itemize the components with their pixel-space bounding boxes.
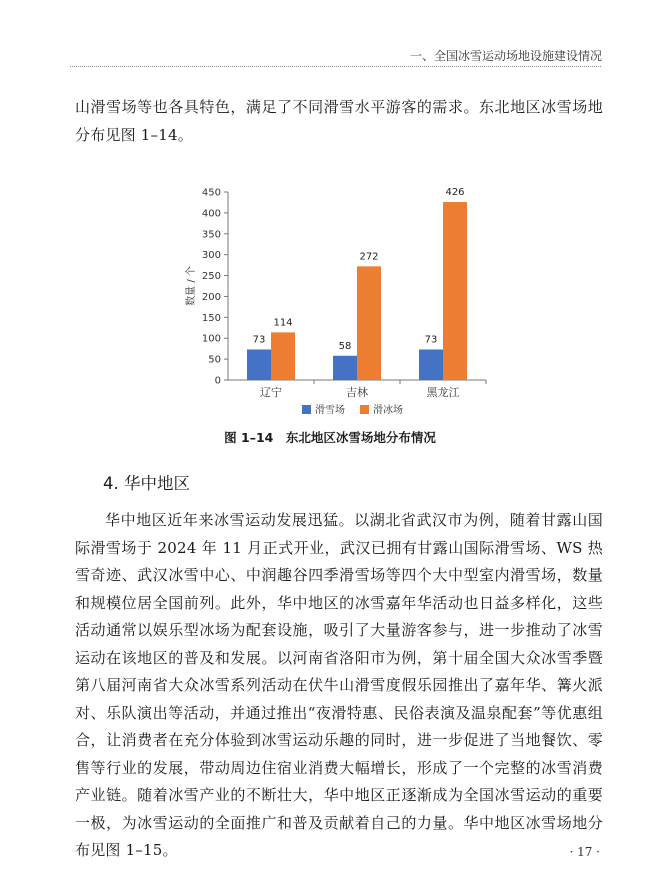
x-tick-label: 黑龙江	[426, 386, 460, 399]
y-tick-label: 300	[201, 250, 221, 262]
bar-chart-svg	[180, 180, 500, 430]
legend-swatch	[360, 405, 369, 414]
chart-legend	[302, 403, 403, 416]
section-heading: 4. 华中地区	[103, 474, 190, 493]
data-label: 73	[252, 334, 266, 346]
y-axis-title: 数量 / 个	[186, 266, 197, 306]
bar-ski-1	[333, 356, 357, 380]
data-label: 58	[338, 340, 352, 352]
y-tick-label: 450	[201, 187, 221, 199]
y-tick-label: 350	[201, 229, 221, 241]
body-paragraph-2: 华中地区近年来冰雪运动发展迅猛。以湖北省武汉市为例，随着甘露山国际滑雪场于 2024 年 11 月正式开业，武汉已拥有甘露山国际滑雪场、WS 热雪奇迹、武汉冰雪中心、中润趣谷四季滑雪场等四个大中型室内滑雪场，数量和规模位居全国前列。此外，华中地区的冰雪嘉年华活动也日益多样化，这些活动通常以娱乐型冰场为配套设施，吸引了大量游客参与，进一步推动了冰雪运动在该地区的普及和发展。以河南省洛阳市为例，第十届全国大众冰雪季暨第八届河南省大众冰雪系列活动在伏牛山滑雪度假乐园推出了嘉年华、篝火派对、乐队演出等活动，并通过推出“夜滑特惠、民俗表演及温泉配套”等优惠组合，让消费者在充分体验到冰雪运动乐趣的同时，进一步促进了当地餐饮、零售等行业的发展，带动周边住宿业消费大幅增长，形成了一个完整的冰雪消费产业链。随着冰雪产业的不断壮大，华中地区正逐渐成为全国冰雪运动的重要一极，为冰雪运动的全面推广和普及贡献着自己的力量。华中地区冰雪场地分布见图 1–15。	[75, 511, 603, 859]
y-tick-label: 250	[201, 271, 221, 283]
data-label: 272	[359, 251, 379, 263]
bar-skate-2	[443, 202, 467, 380]
x-tick-label: 吉林	[346, 386, 368, 399]
running-header: 一、全国冰雪运动场地设施建设情况	[409, 49, 602, 63]
data-label: 426	[445, 187, 465, 199]
legend-label: 滑冰场	[373, 405, 403, 416]
legend-swatch	[302, 405, 311, 414]
bar-ski-0	[247, 350, 271, 380]
y-tick-label: 0	[214, 375, 221, 387]
figure-caption: 图 1–14 东北地区冰雪场地分布情况	[224, 430, 436, 445]
data-label: 114	[273, 317, 293, 329]
figure-1-14-chart	[180, 180, 500, 430]
body-paragraph-1: 山滑雪场等也各具特色，满足了不同滑雪水平游客的需求。东北地区冰雪场地分布见图 1–14。	[75, 98, 603, 144]
header-divider	[70, 66, 601, 67]
legend-label: 滑雪场	[315, 405, 345, 416]
bar-skate-1	[357, 266, 381, 380]
y-tick-label: 50	[208, 354, 221, 366]
bar-skate-0	[271, 332, 295, 380]
y-tick-label: 150	[201, 312, 221, 324]
bar-ski-2	[419, 350, 443, 380]
x-tick-label: 辽宁	[260, 386, 282, 399]
y-tick-label: 200	[201, 291, 221, 303]
data-label: 73	[424, 334, 438, 346]
page-number: · 17 ·	[569, 845, 600, 859]
y-tick-label: 400	[201, 208, 221, 220]
chart-bars	[247, 187, 467, 380]
y-tick-label: 100	[201, 333, 221, 345]
